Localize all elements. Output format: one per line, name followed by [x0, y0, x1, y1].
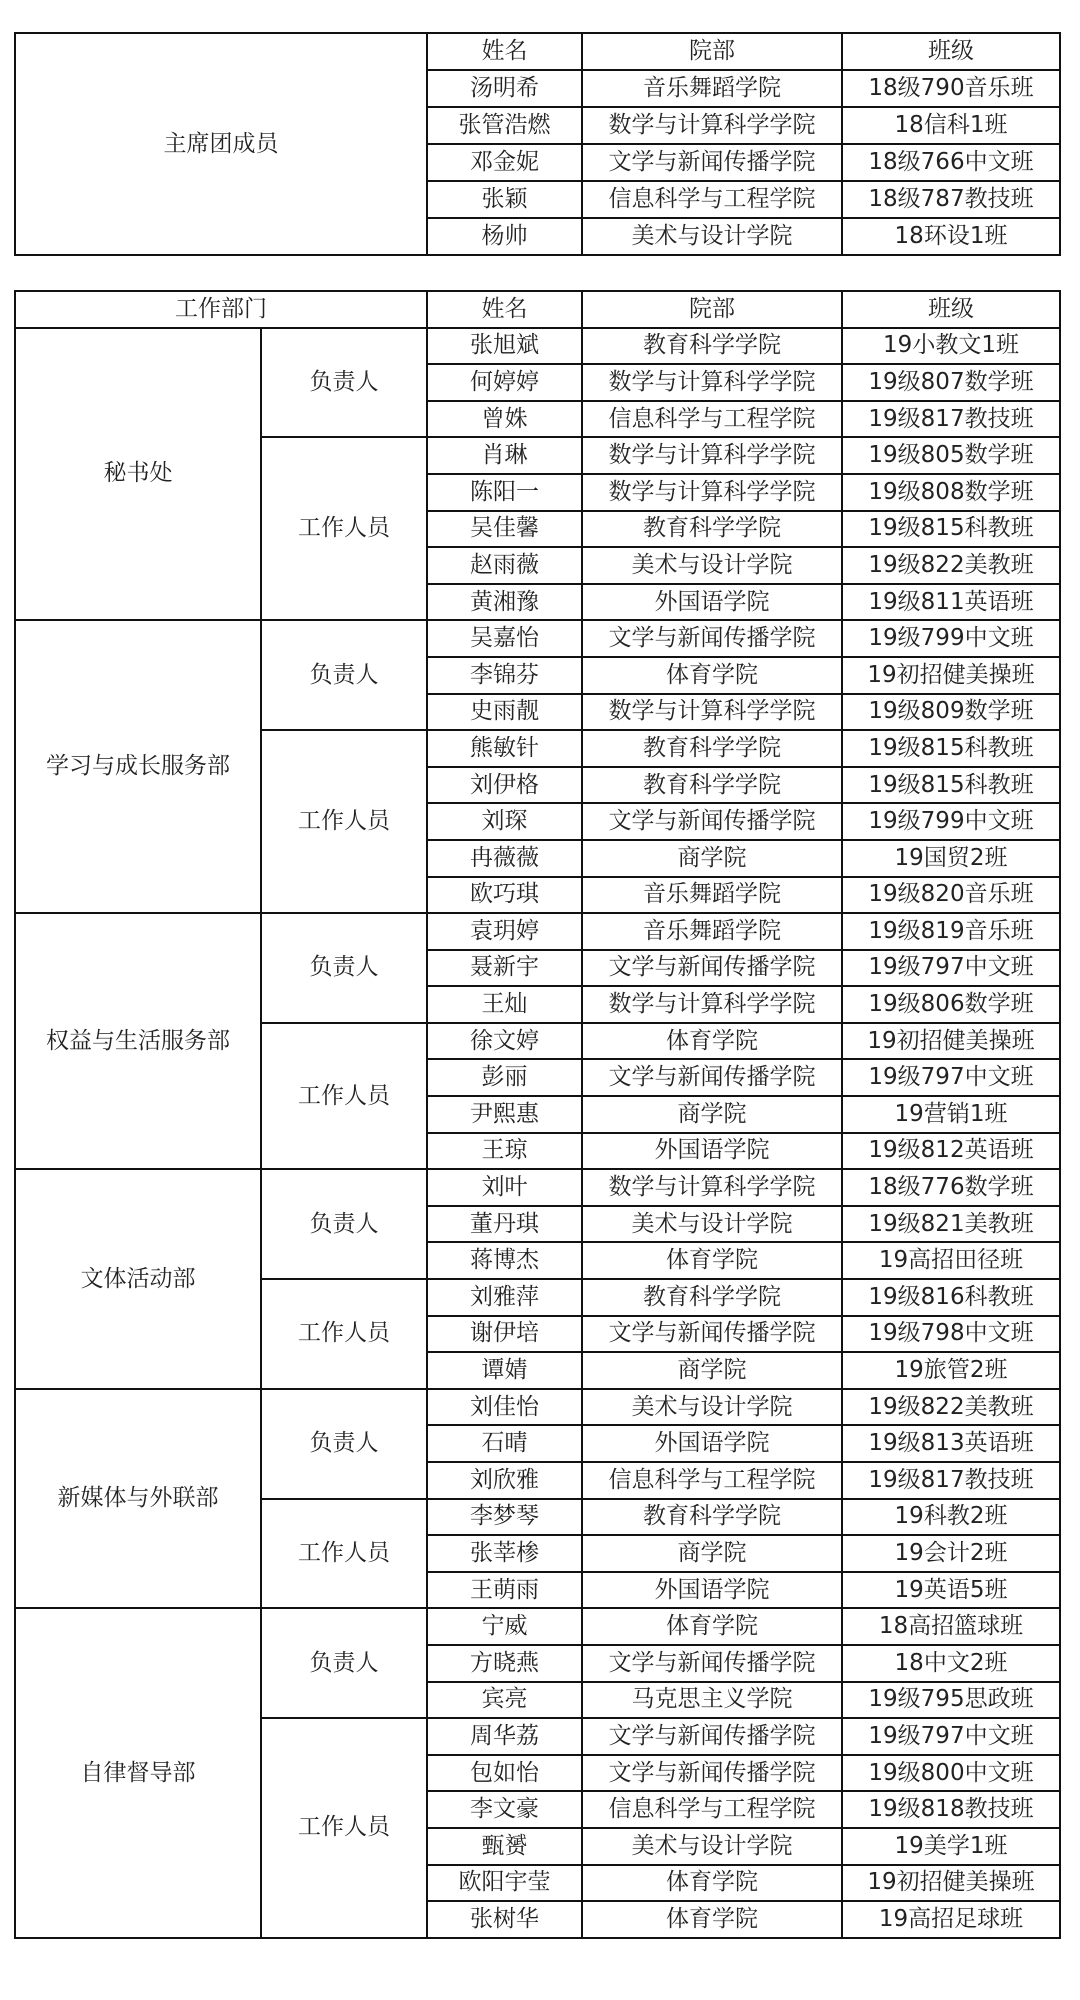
departments-header-row: [15, 291, 1060, 328]
role-label: 负责人: [261, 1169, 427, 1279]
member-college: 数学与计算科学学院: [582, 107, 842, 144]
member-class: 19会计2班: [842, 1535, 1060, 1572]
member-college: 美术与设计学院: [582, 547, 842, 584]
member-college: 体育学院: [582, 1023, 842, 1060]
leadership-header-row: [15, 33, 1060, 70]
member-college: 信息科学与工程学院: [582, 1462, 842, 1499]
member-name: 吴佳馨: [427, 511, 582, 548]
member-class: 18环设1班: [842, 218, 1060, 255]
department-name: 学习与成长服务部: [15, 620, 261, 913]
presidium-group-label: 主席团成员: [15, 33, 427, 255]
member-college: 信息科学与工程学院: [582, 401, 842, 438]
member-name: 张颖: [427, 181, 582, 218]
member-class: 19级809数学班: [842, 694, 1060, 731]
member-name: 刘欣雅: [427, 1462, 582, 1499]
role-label: 工作人员: [261, 1279, 427, 1389]
member-name: 宾亮: [427, 1682, 582, 1719]
member-college: 音乐舞蹈学院: [582, 70, 842, 107]
member-name: 石晴: [427, 1425, 582, 1462]
member-college: 美术与设计学院: [582, 1389, 842, 1426]
member-class: 18级790音乐班: [842, 70, 1060, 107]
member-class: 19级797中文班: [842, 1059, 1060, 1096]
header-college: 院部: [582, 291, 842, 328]
member-class: 19级798中文班: [842, 1316, 1060, 1353]
member-name: 包如怡: [427, 1755, 582, 1792]
member-class: 19级817教技班: [842, 401, 1060, 438]
member-college: 教育科学学院: [582, 730, 842, 767]
department-name: 新媒体与外联部: [15, 1389, 261, 1609]
table-row: [15, 328, 1060, 365]
member-college: 数学与计算科学学院: [582, 437, 842, 474]
member-name: 欧阳宇莹: [427, 1865, 582, 1902]
department-name: 秘书处: [15, 328, 261, 621]
role-label: 负责人: [261, 1608, 427, 1718]
member-class: 19级819音乐班: [842, 913, 1060, 950]
table-row: [15, 620, 1060, 657]
member-college: 文学与新闻传播学院: [582, 144, 842, 181]
role-label: 工作人员: [261, 1718, 427, 1938]
member-class: 19初招健美操班: [842, 1865, 1060, 1902]
member-college: 音乐舞蹈学院: [582, 913, 842, 950]
member-college: 文学与新闻传播学院: [582, 1645, 842, 1682]
member-name: 王灿: [427, 986, 582, 1023]
member-college: 文学与新闻传播学院: [582, 1316, 842, 1353]
member-name: 刘琛: [427, 803, 582, 840]
member-class: 19级812英语班: [842, 1133, 1060, 1170]
member-college: 信息科学与工程学院: [582, 181, 842, 218]
member-class: 19级800中文班: [842, 1755, 1060, 1792]
member-class: 18中文2班: [842, 1645, 1060, 1682]
member-class: 19科教2班: [842, 1499, 1060, 1536]
header-name: 姓名: [427, 33, 582, 70]
member-class: 19级797中文班: [842, 950, 1060, 987]
member-college: 商学院: [582, 1096, 842, 1133]
member-college: 商学院: [582, 1352, 842, 1389]
member-name: 何婷婷: [427, 364, 582, 401]
member-college: 数学与计算科学学院: [582, 694, 842, 731]
member-class: 19级795思政班: [842, 1682, 1060, 1719]
member-class: 19营销1班: [842, 1096, 1060, 1133]
member-name: 王萌雨: [427, 1572, 582, 1609]
member-name: 方晓燕: [427, 1645, 582, 1682]
member-class: 19小教文1班: [842, 328, 1060, 365]
member-class: 18高招篮球班: [842, 1608, 1060, 1645]
member-name: 宁威: [427, 1608, 582, 1645]
member-class: 19级808数学班: [842, 474, 1060, 511]
member-college: 外国语学院: [582, 584, 842, 621]
member-name: 陈阳一: [427, 474, 582, 511]
member-college: 体育学院: [582, 1901, 842, 1938]
member-class: 19旅管2班: [842, 1352, 1060, 1389]
member-class: 18级776数学班: [842, 1169, 1060, 1206]
member-class: 19级797中文班: [842, 1718, 1060, 1755]
member-name: 刘佳怡: [427, 1389, 582, 1426]
member-class: 19级815科教班: [842, 730, 1060, 767]
member-college: 体育学院: [582, 657, 842, 694]
header-college: 院部: [582, 33, 842, 70]
member-college: 文学与新闻传播学院: [582, 950, 842, 987]
member-name: 王琼: [427, 1133, 582, 1170]
member-college: 文学与新闻传播学院: [582, 620, 842, 657]
member-name: 周华荔: [427, 1718, 582, 1755]
member-name: 甄赟: [427, 1828, 582, 1865]
member-class: 18信科1班: [842, 107, 1060, 144]
member-name: 张管浩燃: [427, 107, 582, 144]
member-college: 美术与设计学院: [582, 1828, 842, 1865]
role-label: 负责人: [261, 1389, 427, 1499]
member-name: 李文豪: [427, 1791, 582, 1828]
department-name: 自律督导部: [15, 1608, 261, 1937]
member-college: 数学与计算科学学院: [582, 1169, 842, 1206]
member-college: 数学与计算科学学院: [582, 474, 842, 511]
member-class: 19级822美教班: [842, 1389, 1060, 1426]
member-college: 教育科学学院: [582, 511, 842, 548]
role-label: 负责人: [261, 620, 427, 730]
member-name: 袁玥婷: [427, 913, 582, 950]
member-class: 19级817教技班: [842, 1462, 1060, 1499]
table-row: [15, 1608, 1060, 1645]
member-class: 19国贸2班: [842, 840, 1060, 877]
header-class: 班级: [842, 291, 1060, 328]
member-college: 数学与计算科学学院: [582, 364, 842, 401]
member-name: 欧巧琪: [427, 877, 582, 914]
role-label: 工作人员: [261, 730, 427, 913]
member-name: 刘叶: [427, 1169, 582, 1206]
member-class: 18级766中文班: [842, 144, 1060, 181]
member-name: 张莘椮: [427, 1535, 582, 1572]
member-name: 汤明希: [427, 70, 582, 107]
member-class: 19级799中文班: [842, 620, 1060, 657]
member-name: 彭丽: [427, 1059, 582, 1096]
departments-table: [14, 290, 1061, 1939]
member-college: 外国语学院: [582, 1572, 842, 1609]
member-college: 信息科学与工程学院: [582, 1791, 842, 1828]
member-name: 吴嘉怡: [427, 620, 582, 657]
member-name: 杨帅: [427, 218, 582, 255]
header-name: 姓名: [427, 291, 582, 328]
member-class: 19级820音乐班: [842, 877, 1060, 914]
member-name: 张树华: [427, 1901, 582, 1938]
departments-table-body: [15, 291, 1060, 1938]
table-row: [15, 1169, 1060, 1206]
member-class: 19高招足球班: [842, 1901, 1060, 1938]
member-name: 李梦琴: [427, 1499, 582, 1536]
member-college: 外国语学院: [582, 1133, 842, 1170]
member-class: 19级818教技班: [842, 1791, 1060, 1828]
member-class: 19级805数学班: [842, 437, 1060, 474]
member-college: 文学与新闻传播学院: [582, 803, 842, 840]
member-college: 马克思主义学院: [582, 1682, 842, 1719]
member-class: 19美学1班: [842, 1828, 1060, 1865]
member-college: 教育科学学院: [582, 1499, 842, 1536]
role-label: 负责人: [261, 328, 427, 438]
member-college: 数学与计算科学学院: [582, 986, 842, 1023]
member-college: 文学与新闻传播学院: [582, 1718, 842, 1755]
member-college: 体育学院: [582, 1865, 842, 1902]
member-name: 熊敏针: [427, 730, 582, 767]
leadership-table: [14, 32, 1061, 256]
member-name: 蒋博杰: [427, 1242, 582, 1279]
role-label: 工作人员: [261, 437, 427, 620]
member-college: 音乐舞蹈学院: [582, 877, 842, 914]
table-row: [15, 913, 1060, 950]
member-name: 肖琳: [427, 437, 582, 474]
member-class: 19英语5班: [842, 1572, 1060, 1609]
member-name: 谭婧: [427, 1352, 582, 1389]
table-row: [15, 1389, 1060, 1426]
department-name: 文体活动部: [15, 1169, 261, 1389]
member-college: 商学院: [582, 840, 842, 877]
role-label: 工作人员: [261, 1499, 427, 1609]
member-name: 李锦芬: [427, 657, 582, 694]
member-name: 徐文婷: [427, 1023, 582, 1060]
member-college: 教育科学学院: [582, 328, 842, 365]
member-class: 19初招健美操班: [842, 1023, 1060, 1060]
member-college: 教育科学学院: [582, 1279, 842, 1316]
member-class: 19级816科教班: [842, 1279, 1060, 1316]
member-class: 19级815科教班: [842, 511, 1060, 548]
member-name: 聂新宇: [427, 950, 582, 987]
member-college: 文学与新闻传播学院: [582, 1059, 842, 1096]
member-class: 19级815科教班: [842, 767, 1060, 804]
member-name: 邓金妮: [427, 144, 582, 181]
member-college: 体育学院: [582, 1608, 842, 1645]
member-class: 19级807数学班: [842, 364, 1060, 401]
member-name: 尹熙惠: [427, 1096, 582, 1133]
role-label: 负责人: [261, 913, 427, 1023]
member-college: 文学与新闻传播学院: [582, 1755, 842, 1792]
member-class: 19级821美教班: [842, 1206, 1060, 1243]
member-name: 张旭斌: [427, 328, 582, 365]
role-label: 工作人员: [261, 1023, 427, 1169]
member-name: 刘雅萍: [427, 1279, 582, 1316]
member-class: 19级822美教班: [842, 547, 1060, 584]
member-name: 董丹琪: [427, 1206, 582, 1243]
member-name: 曾姝: [427, 401, 582, 438]
member-class: 19级799中文班: [842, 803, 1060, 840]
member-class: 19初招健美操班: [842, 657, 1060, 694]
leadership-table-body: [15, 33, 1060, 255]
member-name: 史雨靓: [427, 694, 582, 731]
member-college: 体育学院: [582, 1242, 842, 1279]
department-name: 权益与生活服务部: [15, 913, 261, 1169]
member-class: 19级813英语班: [842, 1425, 1060, 1462]
member-name: 谢伊培: [427, 1316, 582, 1353]
member-name: 赵雨薇: [427, 547, 582, 584]
member-college: 美术与设计学院: [582, 1206, 842, 1243]
header-department: 工作部门: [15, 291, 427, 328]
member-college: 美术与设计学院: [582, 218, 842, 255]
header-class: 班级: [842, 33, 1060, 70]
member-name: 刘伊格: [427, 767, 582, 804]
member-college: 教育科学学院: [582, 767, 842, 804]
member-college: 外国语学院: [582, 1425, 842, 1462]
member-college: 商学院: [582, 1535, 842, 1572]
member-name: 冉薇薇: [427, 840, 582, 877]
member-class: 18级787教技班: [842, 181, 1060, 218]
member-name: 黄湘豫: [427, 584, 582, 621]
member-class: 19级806数学班: [842, 986, 1060, 1023]
member-class: 19级811英语班: [842, 584, 1060, 621]
member-class: 19高招田径班: [842, 1242, 1060, 1279]
